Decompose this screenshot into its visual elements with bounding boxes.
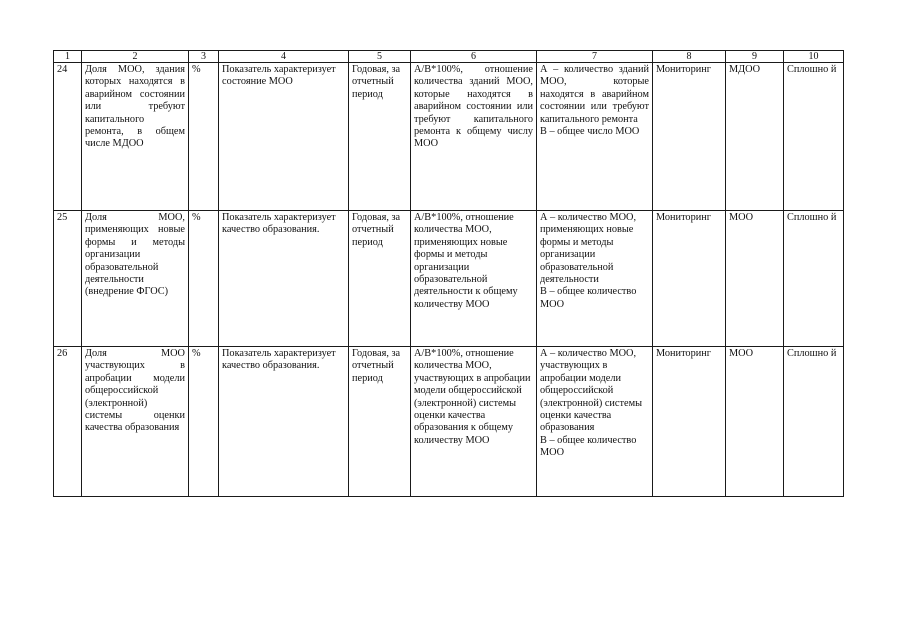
description-cell: Показатель характеризует качество образования. <box>219 347 349 497</box>
unit-cell: % <box>189 63 219 211</box>
periodicity-cell: Годовая, за отчетный период <box>349 63 411 211</box>
indicator-name: Доля МОО, применяющих новые формы и методы организации образовательной деятельности (внедрение ФГОС) <box>82 211 189 347</box>
col-header: 7 <box>537 51 653 63</box>
col-header: 3 <box>189 51 219 63</box>
source-cell: МДОО <box>726 63 784 211</box>
col-header: 2 <box>82 51 189 63</box>
formula-cell: А/В*100%, отношение количества МОО, участвующих в апробации модели общероссийской (электронной) системы оценки качества образования к общему количеству МОО <box>411 347 537 497</box>
unit-cell: % <box>189 347 219 497</box>
formula-cell: А/В*100%, отношение количества МОО, применяющих новые формы и методы организации образовательной деятельности к общему количеству МОО <box>411 211 537 347</box>
source-cell: МОО <box>726 211 784 347</box>
col-header: 9 <box>726 51 784 63</box>
periodicity-cell: Годовая, за отчетный период <box>349 347 411 497</box>
col-header: 4 <box>219 51 349 63</box>
header-row <box>54 51 844 63</box>
unit-cell: % <box>189 211 219 347</box>
description-cell: Показатель характеризует качество образования. <box>219 211 349 347</box>
indicators-table <box>53 50 844 497</box>
row-number: 26 <box>54 347 82 497</box>
source-cell: МОО <box>726 347 784 497</box>
periodicity-cell: Годовая, за отчетный период <box>349 211 411 347</box>
indicators-cell: А – количество зданий МОО, которые находятся в аварийном состоянии или требуют капитального ремонта В – общее число МОО <box>537 63 653 211</box>
method-cell: Мониторинг <box>653 347 726 497</box>
row-number: 25 <box>54 211 82 347</box>
table-row <box>54 347 844 497</box>
formula-cell: А/В*100%, отношение количества зданий МОО, которые находятся в аварийном состоянии или требуют капитального ремонта к общему числу МОО <box>411 63 537 211</box>
col-header: 10 <box>784 51 844 63</box>
table-row <box>54 63 844 211</box>
table-row <box>54 211 844 347</box>
col-header: 1 <box>54 51 82 63</box>
col-header: 8 <box>653 51 726 63</box>
row-number: 24 <box>54 63 82 211</box>
description-cell: Показатель характеризует состояние МОО <box>219 63 349 211</box>
coverage-cell: Сплошно й <box>784 63 844 211</box>
indicators-cell: А – количество МОО, участвующих в апробации модели общероссийской (электронной) системы оценки качества образования В – общее количество МОО <box>537 347 653 497</box>
method-cell: Мониторинг <box>653 211 726 347</box>
col-header: 6 <box>411 51 537 63</box>
coverage-cell: Сплошно й <box>784 347 844 497</box>
indicator-name: Доля МОО, здания которых находятся в аварийном состоянии или требуют капитального ремонта, в общем числе МДОО <box>82 63 189 211</box>
coverage-cell: Сплошно й <box>784 211 844 347</box>
col-header: 5 <box>349 51 411 63</box>
method-cell: Мониторинг <box>653 63 726 211</box>
indicators-cell: А – количество МОО, применяющих новые формы и методы организации образовательной деятельности В – общее количество МОО <box>537 211 653 347</box>
indicator-name: Доля МОО участвующих в апробации модели общероссийской (электронной) системы оценки качества образования <box>82 347 189 497</box>
